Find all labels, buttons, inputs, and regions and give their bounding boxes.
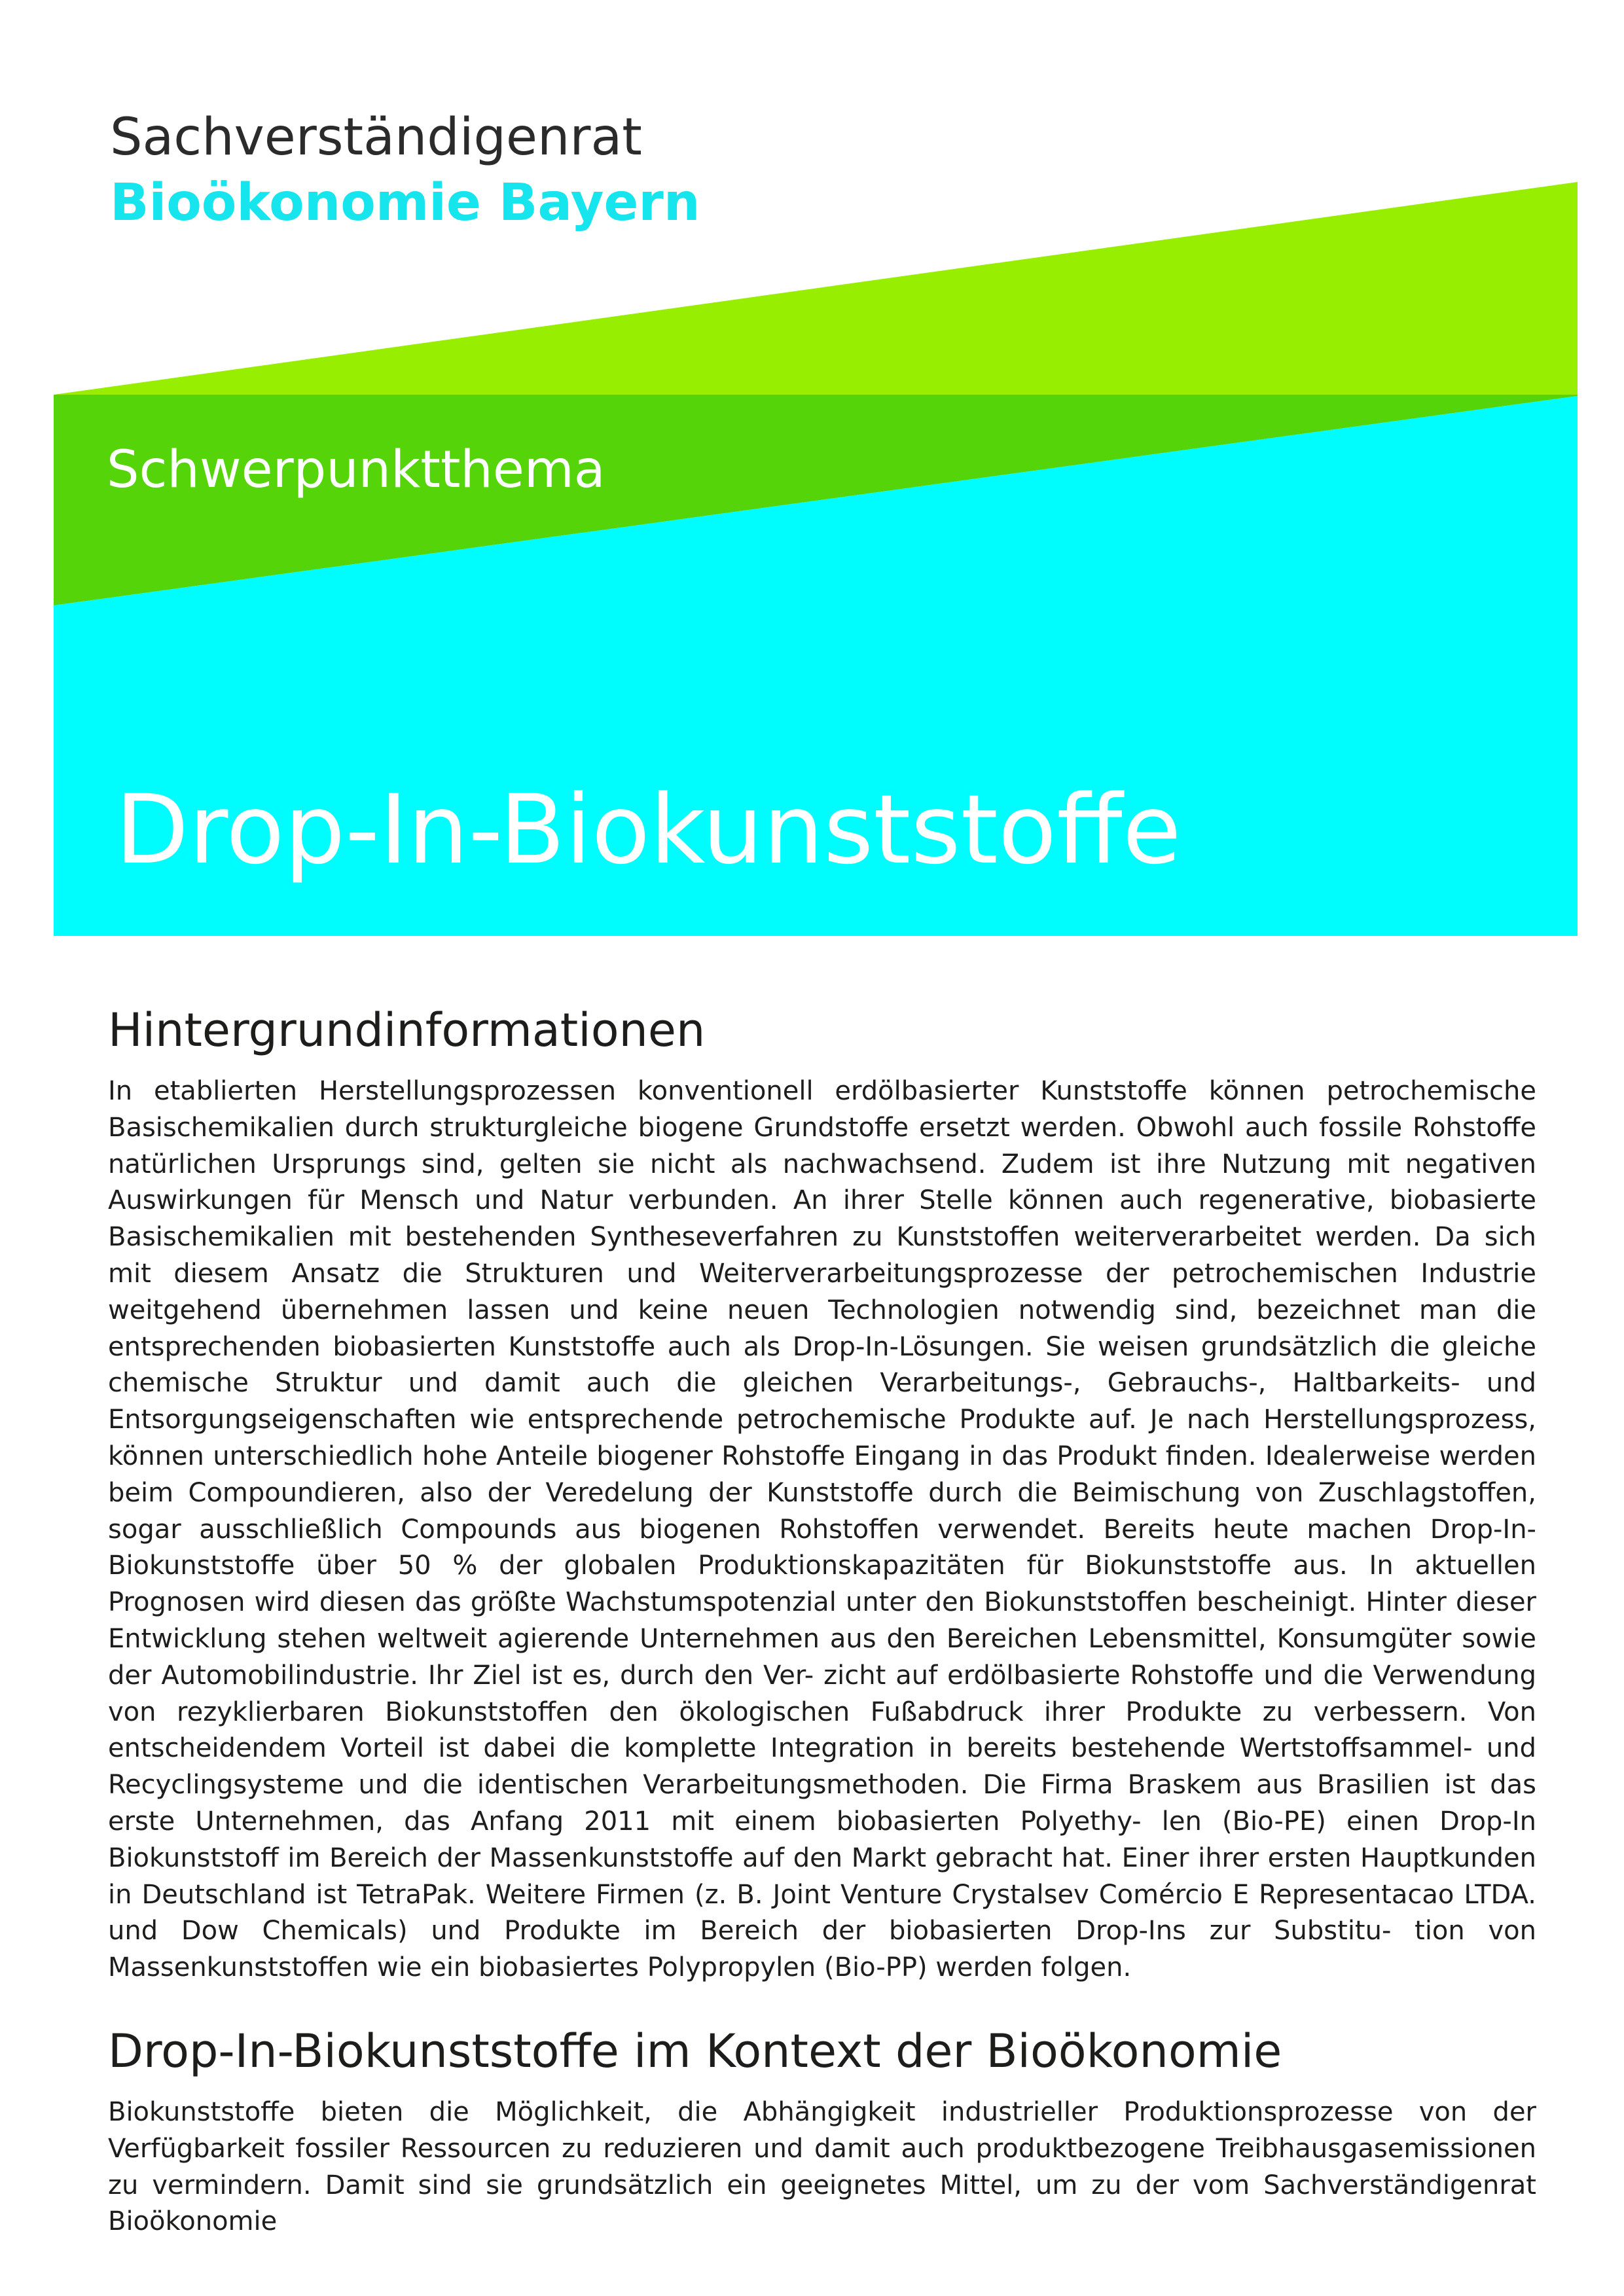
section-background bbox=[108, 1001, 1536, 1986]
section-heading: Hintergrundinformationen bbox=[108, 1003, 706, 1057]
section-heading: Drop-In-Biokunststoffe im Kontext der Bioökonomie bbox=[108, 2024, 1282, 2078]
org-name-line2: Bioökonomie Bayern bbox=[110, 173, 700, 232]
org-name-line1: Sachverständigenrat bbox=[110, 108, 642, 167]
banner-kicker: Schwerpunktthema bbox=[107, 440, 605, 499]
page-title: Drop-In-Biokunststoffe bbox=[115, 774, 1182, 886]
section-body: Biokunststoffe bieten die Möglichkeit, die Abhängigkeit industrieller Produktionsprozesse von der Verfügbarkeit fossiler Ressourcen zu reduzieren und damit auch produktbezogene Treibhausgasemissionen zu vermindern. Damit sind sie grundsätzlich ein geeignetes Mittel, um zu der vom Sachverständigenrat Bioökonomie bbox=[108, 2097, 1536, 2237]
section-context bbox=[108, 2022, 1536, 2240]
section-body: In etablierten Herstellungsprozessen konventionell erdölbasierter Kunststoffe können petrochemische Basischemikalien durch strukturgleiche biogene Grundstoffe ersetzt werden. Obwohl auch fossile Rohstoffe natürlichen Ursprungs sind, gelten sie nicht als nachwachsend. Zudem ist ihre Nutzung mit negativen Auswirkungen für Mensch und Natur verbunden. An ihrer Stelle können auch regenerative, biobasierte Basischemikalien mit bestehenden Syntheseverfahren zu Kunststoffen weiterverarbeitet werden. Da sich mit diesem Ansatz die Strukturen und Weiterverarbeitungsprozesse der petrochemischen Industrie weitgehend übernehmen lassen und keine neuen Technologien notwendig sind, bezeichnet man die entsprechenden biobasierten Kunststoffe auch als Drop-In-Lösungen. Sie weisen grundsätzlich die gleiche chemische Struktur und damit auch die gleichen Verarbeitungs-, Gebrauchs-, Haltbarkeits- und Entsorgungseigenschaften wie entsprechende petrochemische Produkte auf. Je nach Herstellungsprozess, können unterschiedlich hohe Anteile biogener Rohstoffe Eingang in das Produkt finden. Idealerweise werden beim Compoundieren, also der Veredelung der Kunststoffe durch die Beimischung von Zuschlagstoffen, sogar ausschließlich Compounds aus biogenen Rohstoffen verwendet. Bereits heute machen Drop-In-Biokunststoffe über 50 % der globalen Produktionskapazitäten für Biokunststoffe aus. In aktuellen Prognosen wird diesen das größte Wachstumspotenzial unter den Biokunststoffen bescheinigt. Hinter dieser Entwicklung stehen weltweit agierende Unternehmen aus den Bereichen Lebensmittel, Konsumgüter sowie der Automobilindustrie. Ihr Ziel ist es, durch den Ver- zicht auf erdölbasierte Rohstoffe und die Verwendung von rezyklierbaren Biokunststoffen den ökologischen Fußabdruck ihrer Produkte zu verbessern. Von entscheidendem Vorteil ist dabei die komplette Integration in bereits bestehende Wertstoffsammel- und Recyclingsysteme und die identischen Verarbeitungsmethoden. Die Firma Braskem aus Brasilien ist das erste Unternehmen, das Anfang 2011 mit einem biobasierten Polyethy- len (Bio-PE) einen Drop-In Biokunststoff im Bereich der Massenkunststoffe auf den Markt gebracht hat. Einer ihrer ersten Hauptkunden in Deutschland ist TetraPak. Weitere Firmen (z. B. Joint Venture Crystalsev Comércio E Representacao LTDA. und Dow Chemicals) und Produkte im Bereich der biobasierten Drop-Ins zur Substitu- tion von Massenkunststoffen wie ein biobasiertes Polypropylen (Bio-PP) werden folgen. bbox=[108, 1076, 1536, 1983]
